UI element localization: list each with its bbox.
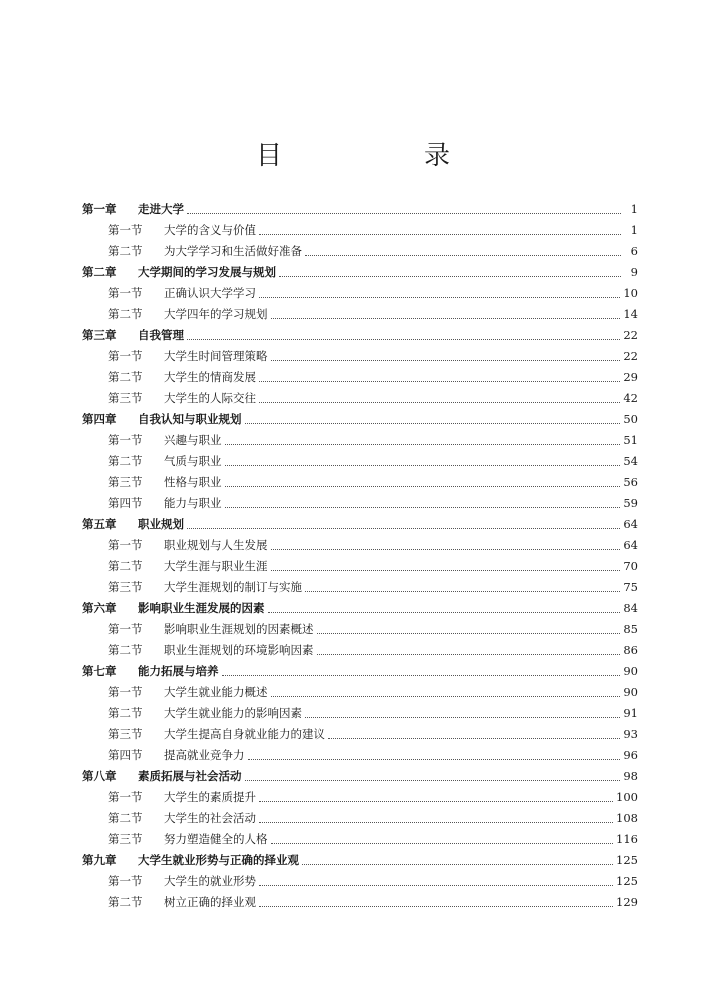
dot-leader bbox=[248, 758, 621, 760]
page-number: 90 bbox=[623, 664, 638, 678]
toc-section-entry[interactable] bbox=[82, 427, 638, 448]
page-number: 42 bbox=[623, 391, 638, 405]
toc-section-entry[interactable] bbox=[82, 574, 638, 595]
section-number: 第一节 bbox=[108, 874, 143, 888]
section-title: 影响职业生涯规划的因素概述 bbox=[164, 622, 314, 636]
chapter-title: 自我管理 bbox=[138, 328, 184, 342]
dot-leader bbox=[328, 737, 620, 739]
section-title: 大学生就业能力概述 bbox=[164, 685, 268, 699]
section-title: 大学生涯规划的制订与实施 bbox=[164, 580, 302, 594]
toc-section-entry[interactable] bbox=[82, 700, 638, 721]
toc-section-entry[interactable] bbox=[82, 238, 638, 259]
chapter-number: 第八章 bbox=[82, 769, 117, 783]
dot-leader bbox=[225, 443, 621, 445]
section-number: 第三节 bbox=[108, 832, 143, 846]
chapter-title: 大学期间的学习发展与规划 bbox=[138, 265, 276, 279]
section-number: 第二节 bbox=[108, 244, 143, 258]
section-number: 第二节 bbox=[108, 895, 143, 909]
toc-section-entry[interactable] bbox=[82, 721, 638, 742]
toc-section-entry[interactable] bbox=[82, 343, 638, 364]
toc-section-entry[interactable] bbox=[82, 364, 638, 385]
section-number: 第一节 bbox=[108, 538, 143, 552]
page-number: 108 bbox=[616, 811, 638, 825]
toc-section-entry[interactable] bbox=[82, 637, 638, 658]
section-number: 第三节 bbox=[108, 727, 143, 741]
section-number: 第一节 bbox=[108, 349, 143, 363]
section-title: 正确认识大学学习 bbox=[164, 286, 256, 300]
page-number: 54 bbox=[623, 454, 638, 468]
section-title: 职业生涯规划的环境影响因素 bbox=[164, 643, 314, 657]
toc-section-entry[interactable] bbox=[82, 280, 638, 301]
dot-leader bbox=[225, 506, 621, 508]
section-number: 第三节 bbox=[108, 475, 143, 489]
section-number: 第四节 bbox=[108, 496, 143, 510]
page-number: 50 bbox=[623, 412, 638, 426]
section-title: 气质与职业 bbox=[164, 454, 222, 468]
page-number: 96 bbox=[623, 748, 638, 762]
chapter-title: 素质拓展与社会活动 bbox=[138, 769, 242, 783]
section-number: 第一节 bbox=[108, 790, 143, 804]
section-title: 能力与职业 bbox=[164, 496, 222, 510]
toc-section-entry[interactable] bbox=[82, 469, 638, 490]
page-number: 125 bbox=[616, 874, 638, 888]
toc-chapter-entry[interactable] bbox=[82, 511, 638, 532]
section-number: 第二节 bbox=[108, 811, 143, 825]
toc-section-entry[interactable] bbox=[82, 868, 638, 889]
dot-leader bbox=[279, 275, 621, 277]
page-number: 91 bbox=[623, 706, 638, 720]
section-title: 大学生提高自身就业能力的建议 bbox=[164, 727, 325, 741]
section-number: 第一节 bbox=[108, 685, 143, 699]
page-number: 64 bbox=[623, 517, 638, 531]
dot-leader bbox=[317, 653, 621, 655]
page-number: 22 bbox=[623, 328, 638, 342]
toc-section-entry[interactable] bbox=[82, 301, 638, 322]
chapter-number: 第一章 bbox=[82, 202, 117, 216]
section-number: 第一节 bbox=[108, 622, 143, 636]
toc-section-entry[interactable] bbox=[82, 805, 638, 826]
toc-section-entry[interactable] bbox=[82, 742, 638, 763]
section-title: 大学生的情商发展 bbox=[164, 370, 256, 384]
chapter-number: 第四章 bbox=[82, 412, 117, 426]
page-number: 14 bbox=[623, 307, 638, 321]
section-number: 第二节 bbox=[108, 559, 143, 573]
page-number: 6 bbox=[630, 244, 638, 258]
toc-section-entry[interactable] bbox=[82, 385, 638, 406]
page-number: 64 bbox=[623, 538, 638, 552]
section-number: 第二节 bbox=[108, 307, 143, 321]
section-title: 性格与职业 bbox=[164, 475, 222, 489]
dot-leader bbox=[222, 674, 621, 676]
section-title: 大学四年的学习规划 bbox=[164, 307, 268, 321]
dot-leader bbox=[187, 212, 621, 214]
dot-leader bbox=[259, 296, 620, 298]
toc-chapter-entry[interactable] bbox=[82, 196, 638, 217]
section-title: 树立正确的择业观 bbox=[164, 895, 256, 909]
chapter-title: 大学生就业形势与正确的择业观 bbox=[138, 853, 299, 867]
page-number: 29 bbox=[623, 370, 638, 384]
page-number: 10 bbox=[623, 286, 638, 300]
toc-section-entry[interactable] bbox=[82, 490, 638, 511]
dot-leader bbox=[302, 863, 613, 865]
dot-leader bbox=[187, 527, 620, 529]
dot-leader bbox=[271, 842, 614, 844]
toc-chapter-entry[interactable] bbox=[82, 406, 638, 427]
dot-leader bbox=[305, 254, 621, 256]
page-number: 70 bbox=[623, 559, 638, 573]
section-number: 第一节 bbox=[108, 433, 143, 447]
section-title: 兴趣与职业 bbox=[164, 433, 222, 447]
page-number: 85 bbox=[623, 622, 638, 636]
section-number: 第四节 bbox=[108, 748, 143, 762]
page-number: 51 bbox=[623, 433, 638, 447]
toc-chapter-entry[interactable] bbox=[82, 763, 638, 784]
page-number: 9 bbox=[630, 265, 638, 279]
section-title: 为大学学习和生活做好准备 bbox=[164, 244, 302, 258]
dot-leader bbox=[225, 485, 621, 487]
page-number: 22 bbox=[623, 349, 638, 363]
section-number: 第三节 bbox=[108, 391, 143, 405]
toc-chapter-entry[interactable] bbox=[82, 658, 638, 679]
toc-section-entry[interactable] bbox=[82, 448, 638, 469]
section-title: 努力塑造健全的人格 bbox=[164, 832, 268, 846]
section-number: 第二节 bbox=[108, 454, 143, 468]
dot-leader bbox=[305, 590, 620, 592]
dot-leader bbox=[245, 422, 621, 424]
section-number: 第一节 bbox=[108, 223, 143, 237]
section-title: 大学生的就业形势 bbox=[164, 874, 256, 888]
toc-chapter-entry[interactable] bbox=[82, 322, 638, 343]
section-number: 第二节 bbox=[108, 643, 143, 657]
dot-leader bbox=[259, 905, 613, 907]
page-title: 目 录 bbox=[255, 141, 508, 171]
toc-section-entry[interactable] bbox=[82, 616, 638, 637]
page-number: 90 bbox=[623, 685, 638, 699]
toc-chapter-entry[interactable] bbox=[82, 847, 638, 868]
page-number: 98 bbox=[623, 769, 638, 783]
dot-leader bbox=[259, 800, 613, 802]
chapter-title: 走进大学 bbox=[138, 202, 184, 216]
dot-leader bbox=[259, 821, 613, 823]
dot-leader bbox=[245, 779, 621, 781]
toc-chapter-entry[interactable] bbox=[82, 595, 638, 616]
table-of-contents bbox=[82, 196, 638, 910]
page-number: 116 bbox=[616, 832, 638, 846]
section-title: 大学生的素质提升 bbox=[164, 790, 256, 804]
toc-section-entry[interactable] bbox=[82, 679, 638, 700]
toc-section-entry[interactable] bbox=[82, 889, 638, 910]
section-title: 大学生的人际交往 bbox=[164, 391, 256, 405]
dot-leader bbox=[225, 464, 621, 466]
toc-section-entry[interactable] bbox=[82, 217, 638, 238]
toc-section-entry[interactable] bbox=[82, 826, 638, 847]
section-number: 第一节 bbox=[108, 286, 143, 300]
dot-leader bbox=[271, 569, 621, 571]
page-number: 56 bbox=[623, 475, 638, 489]
toc-section-entry[interactable] bbox=[82, 553, 638, 574]
dot-leader bbox=[271, 359, 621, 361]
dot-leader bbox=[259, 884, 613, 886]
section-title: 大学生就业能力的影响因素 bbox=[164, 706, 302, 720]
section-title: 大学生的社会活动 bbox=[164, 811, 256, 825]
dot-leader bbox=[317, 632, 621, 634]
section-title: 提高就业竞争力 bbox=[164, 748, 245, 762]
section-number: 第二节 bbox=[108, 370, 143, 384]
chapter-number: 第七章 bbox=[82, 664, 117, 678]
chapter-number: 第九章 bbox=[82, 853, 117, 867]
chapter-number: 第二章 bbox=[82, 265, 117, 279]
toc-section-entry[interactable] bbox=[82, 532, 638, 553]
page-number: 125 bbox=[616, 853, 638, 867]
toc-chapter-entry[interactable] bbox=[82, 259, 638, 280]
dot-leader bbox=[187, 338, 620, 340]
dot-leader bbox=[268, 611, 621, 613]
chapter-title: 影响职业生涯发展的因素 bbox=[138, 601, 265, 615]
page-number: 75 bbox=[623, 580, 638, 594]
page-number: 129 bbox=[616, 895, 638, 909]
dot-leader bbox=[259, 233, 621, 235]
chapter-number: 第三章 bbox=[82, 328, 117, 342]
page-number: 86 bbox=[623, 643, 638, 657]
chapter-number: 第五章 bbox=[82, 517, 117, 531]
toc-section-entry[interactable] bbox=[82, 784, 638, 805]
chapter-title: 自我认知与职业规划 bbox=[138, 412, 242, 426]
section-title: 大学生时间管理策略 bbox=[164, 349, 268, 363]
page-number: 1 bbox=[630, 223, 638, 237]
section-number: 第三节 bbox=[108, 580, 143, 594]
dot-leader bbox=[259, 380, 620, 382]
chapter-title: 能力拓展与培养 bbox=[138, 664, 219, 678]
dot-leader bbox=[305, 716, 620, 718]
section-title: 大学的含义与价值 bbox=[164, 223, 256, 237]
page-number: 1 bbox=[630, 202, 638, 216]
section-number: 第二节 bbox=[108, 706, 143, 720]
page-number: 93 bbox=[623, 727, 638, 741]
section-title: 职业规划与人生发展 bbox=[164, 538, 268, 552]
page-number: 100 bbox=[616, 790, 638, 804]
chapter-title: 职业规划 bbox=[138, 517, 184, 531]
dot-leader bbox=[259, 401, 620, 403]
chapter-number: 第六章 bbox=[82, 601, 117, 615]
dot-leader bbox=[271, 695, 621, 697]
dot-leader bbox=[271, 548, 621, 550]
page-number: 84 bbox=[623, 601, 638, 615]
section-title: 大学生涯与职业生涯 bbox=[164, 559, 268, 573]
page-number: 59 bbox=[623, 496, 638, 510]
dot-leader bbox=[271, 317, 621, 319]
